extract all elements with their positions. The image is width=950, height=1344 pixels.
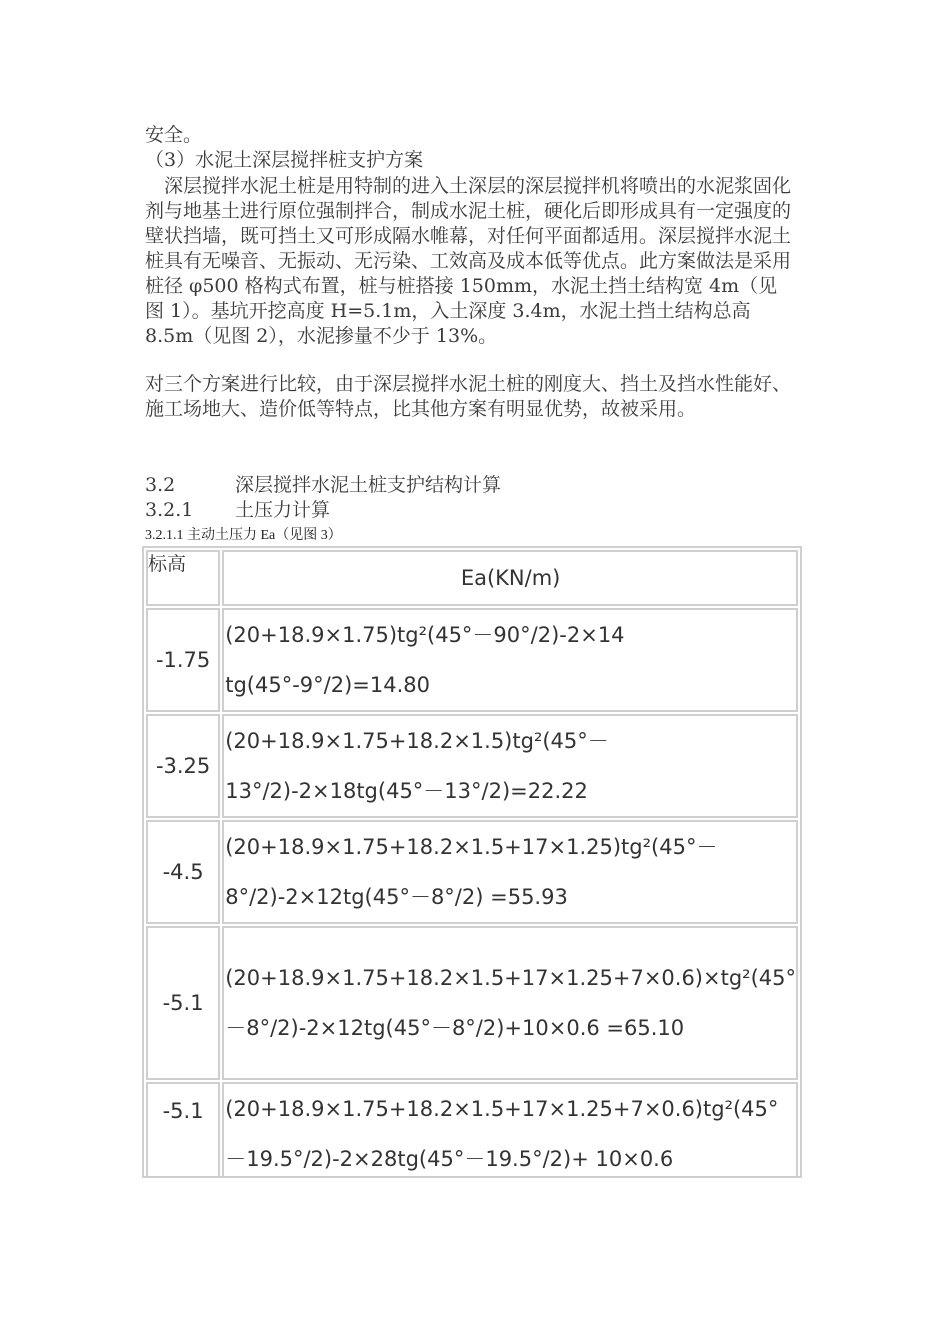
formula-text: (20+18.9×1.75+18.2×1.5+17×1.25+7×0.6)tg²(45°－19.5°/2)-2×28tg(45°－19.5°/2)+ 10×0.6 — [225, 1097, 779, 1171]
header-elevation: 标高 — [146, 550, 220, 606]
formula-cell — [222, 714, 798, 818]
heading-number: 3.2 — [145, 474, 176, 496]
table-row — [146, 926, 798, 1080]
formula-text: (20+18.9×1.75+18.2×1.5+17×1.25+7×0.6)×tg²(45°－8°/2)-2×12tg(45°－8°/2)+10×0.6 =65.10 — [225, 966, 796, 1040]
formula-cell — [222, 926, 798, 1080]
elevation-cell: -5.1 — [146, 1082, 220, 1178]
paragraph-2: 对三个方案进行比较，由于深层搅拌水泥土桩的刚度大、挡土及挡水性能好、施工场地大、造价低等特点，比其他方案有明显优势，故被采用。 — [145, 373, 792, 420]
formula-cell — [222, 820, 798, 924]
heading-3-2 — [145, 473, 501, 498]
intro-tail: 安全。 — [145, 124, 203, 146]
earth-pressure-table — [142, 546, 802, 1178]
table-row — [146, 1082, 798, 1178]
table-caption: 3.2.1.1 主动土压力 Ea（见图 3） — [145, 528, 342, 543]
header-ea: Ea(KN/m) — [222, 550, 798, 606]
formula-text: (20+18.9×1.75+18.2×1.5)tg²(45°－13°/2)-2×18tg(45°－13°/2)=22.22 — [225, 729, 609, 803]
section-title: （3）水泥土深层搅拌桩支护方案 — [145, 149, 424, 171]
formula-text: (20+18.9×1.75)tg²(45°－90°/2)-2×14 tg(45°-9°/2)=14.80 — [225, 623, 632, 697]
formula-text: (20+18.9×1.75+18.2×1.5+17×1.25)tg²(45°－8°/2)-2×12tg(45°－8°/2) =55.93 — [225, 835, 718, 909]
table-header-row — [146, 550, 798, 606]
elevation-cell: -1.75 — [146, 608, 220, 712]
table-row — [146, 608, 798, 712]
table-row — [146, 820, 798, 924]
heading-number: 3.2.1 — [145, 499, 194, 521]
heading-title: 深层搅拌水泥土桩支护结构计算 — [235, 474, 502, 496]
formula-cell — [222, 608, 798, 712]
heading-3-2-1 — [145, 498, 330, 523]
paragraph-1: 深层搅拌水泥土桩是用特制的进入土深层的深层搅拌机将喷出的水泥浆固化剂与地基土进行原位强制拌合，制成水泥土桩，硬化后即形成具有一定强度的壁状挡墙，既可挡土又可形成隔水帷幕，对任何平面都适用。深层搅拌水泥土桩具有无噪音、无振动、无污染、工效高及成本低等优点。此方案做法是采用桩径 φ500 格构式布置，桩与桩搭接 150mm，水泥土挡土结构宽 4m（见图 1）。基坑开挖高度 H=5.1m，入土深度 3.4m，水泥土挡土结构总高 8.5m（见图 2），水泥掺量不少于 13%。 — [145, 175, 792, 347]
elevation-cell: -4.5 — [146, 820, 220, 924]
formula-cell — [222, 1082, 798, 1178]
elevation-cell: -5.1 — [146, 926, 220, 1080]
table-row — [146, 714, 798, 818]
heading-title: 土压力计算 — [235, 499, 331, 521]
elevation-cell: -3.25 — [146, 714, 220, 818]
